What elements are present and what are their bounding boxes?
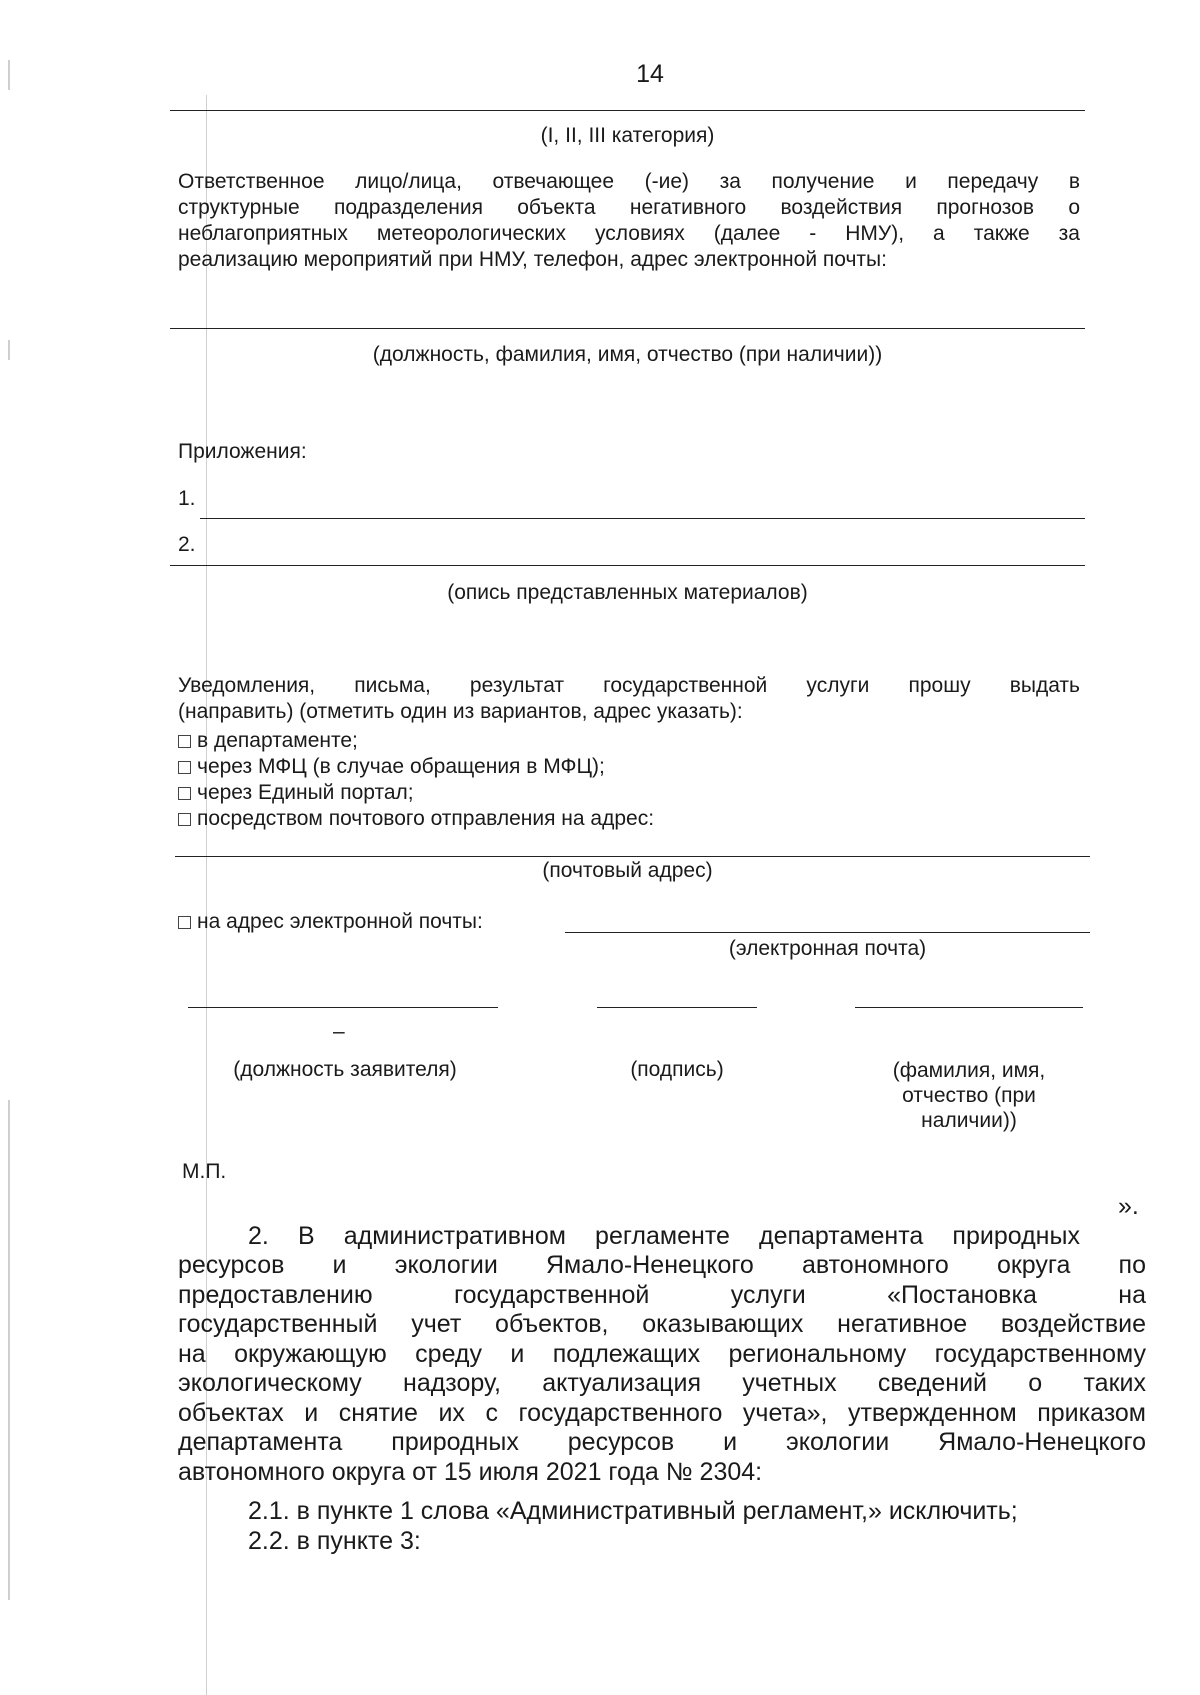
closing-quote: ».	[1118, 1192, 1139, 1220]
top-rule	[170, 110, 1085, 111]
delivery-intro-line-2: (направить) (отметить один из вариантов, адрес указать):	[178, 700, 743, 723]
amendment-line-2: ресурсов и экологии Ямало-Ненецкого автономного округа по	[178, 1251, 1146, 1279]
email-caption: (электронная почта)	[728, 937, 927, 960]
checkbox-icon[interactable]	[178, 916, 191, 929]
amendment-line-3: предоставлению государственной услуги «Постановка на	[178, 1280, 1146, 1309]
checkbox-icon[interactable]	[178, 813, 191, 826]
checkbox-icon[interactable]	[178, 761, 191, 774]
amendment-line-6: экологическому надзору, актуализация учетных сведений о таких	[178, 1369, 1146, 1397]
signature-position-caption: (должность заявителя)	[233, 1058, 457, 1081]
delivery-option-portal[interactable]: через Единый портал;	[178, 780, 654, 806]
attachments-caption: (опись представленных материалов)	[447, 581, 808, 604]
responsible-fill-line[interactable]	[170, 328, 1085, 329]
delivery-option-email[interactable]: на адрес электронной почты:	[178, 910, 483, 934]
delivery-intro	[178, 673, 1080, 725]
category-caption: (I, II, III категория)	[540, 124, 715, 147]
amendment-paragraph	[178, 1251, 1146, 1487]
amendment-word: В	[297, 1222, 315, 1250]
scan-edge-mark	[8, 340, 10, 360]
checkbox-icon[interactable]	[178, 787, 191, 800]
amendment-word: 2.	[248, 1222, 269, 1250]
amendment-line-7: объектах и снятие их с государственного учета», утвержденном приказом	[178, 1398, 1146, 1427]
amendment-line-9: автономного округа от 15 июля 2021 года № 2304:	[178, 1457, 763, 1486]
email-fill-line[interactable]	[565, 932, 1090, 933]
postal-address-line[interactable]	[175, 856, 1090, 857]
delivery-intro-line-1: Уведомления, письма, результат государственной услуги прошу выдать	[178, 674, 1080, 697]
responsible-line-3: неблагоприятных метеорологических условиях (далее - НМУ), а также за	[178, 222, 1080, 245]
stamp-label: М.П.	[182, 1160, 227, 1183]
amendment-word: департамента	[758, 1222, 924, 1250]
amendment-word: природных	[952, 1222, 1080, 1250]
delivery-option-mfc[interactable]: через МФЦ (в случае обращения в МФЦ);	[178, 754, 654, 780]
responsible-line-2: структурные подразделения объекта негативного воздействия прогнозов о	[178, 196, 1080, 219]
attachment-item-1-line[interactable]	[200, 518, 1085, 519]
amendment-line-1	[178, 1222, 1080, 1251]
signature-sign-line[interactable]	[597, 1007, 757, 1008]
signature-name-line[interactable]	[855, 1007, 1083, 1008]
amendment-word: административном	[343, 1222, 566, 1250]
signature-position-line[interactable]	[188, 1007, 498, 1008]
amendment-item-2-1: 2.1. в пункте 1 слова «Административный регламент,» исключить;	[248, 1497, 1018, 1525]
amendment-line-8: департамента природных ресурсов и экологии Ямало-Ненецкого	[178, 1428, 1146, 1456]
responsible-paragraph	[178, 169, 1080, 273]
checkbox-icon[interactable]	[178, 735, 191, 748]
attachment-item-2-label: 2.	[178, 533, 196, 556]
attachment-item-1-label: 1.	[178, 487, 196, 510]
responsible-line-4: реализацию мероприятий при НМУ, телефон, адрес электронной почты:	[178, 248, 887, 271]
delivery-options	[178, 728, 654, 832]
attachments-title: Приложения:	[178, 440, 307, 463]
responsible-line-1: Ответственное лицо/лица, отвечающее (-ие) за получение и передачу в	[178, 170, 1080, 193]
postal-caption: (почтовый адрес)	[542, 859, 713, 882]
amendment-item-2-2: 2.2. в пункте 3:	[248, 1527, 421, 1555]
amendment-word: регламенте	[595, 1222, 730, 1250]
amendment-line-4: государственный учет объектов, оказывающих негативное воздействие	[178, 1310, 1146, 1338]
attachment-item-2-line[interactable]	[170, 565, 1085, 566]
amendment-line-5: на окружающую среду и подлежащих региональному государственному	[178, 1339, 1146, 1368]
scan-edge-mark	[8, 1100, 10, 1600]
signature-name-caption: (фамилия, имя, отчество (при наличии))	[892, 1059, 1046, 1132]
signature-sign-caption: (подпись)	[630, 1058, 724, 1081]
signature-dash: –	[333, 1020, 345, 1043]
position-caption: (должность, фамилия, имя, отчество (при наличии))	[372, 343, 883, 366]
delivery-option-post[interactable]: посредством почтового отправления на адрес:	[178, 806, 654, 832]
page-number: 14	[636, 60, 664, 88]
delivery-option-department[interactable]: в департаменте;	[178, 728, 654, 754]
